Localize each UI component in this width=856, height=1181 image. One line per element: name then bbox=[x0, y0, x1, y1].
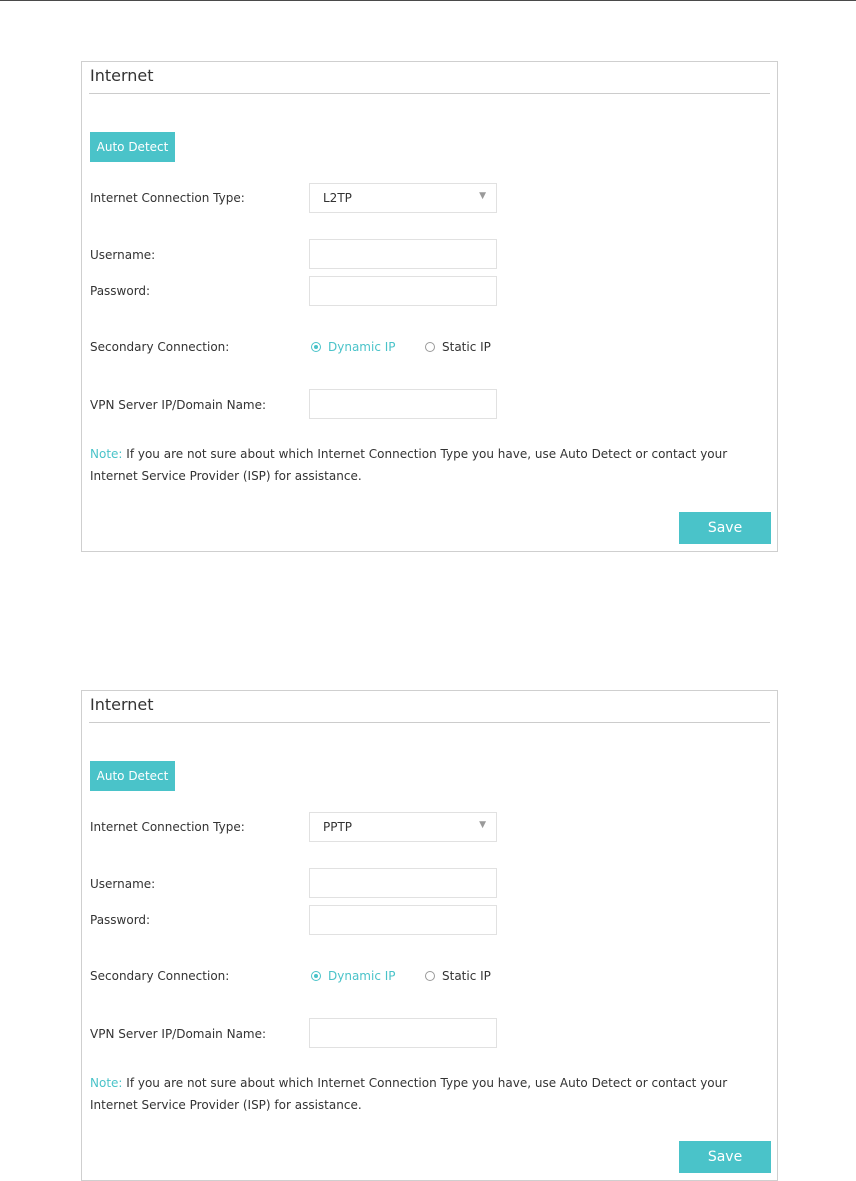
radio-dynamic-ip[interactable] bbox=[311, 969, 396, 983]
username-label: Username: bbox=[90, 248, 156, 262]
password-label: Password: bbox=[90, 284, 151, 298]
username-label: Username: bbox=[90, 877, 156, 891]
secondary-connection-label: Secondary Connection: bbox=[90, 340, 230, 354]
note-body: If you are not sure about which Internet Connection Type you have, use Auto Detect or contact your Internet Service Provider (ISP) for assistance. bbox=[90, 1076, 728, 1112]
save-button[interactable]: Save bbox=[679, 512, 771, 544]
connection-type-select[interactable] bbox=[309, 183, 497, 213]
password-label: Password: bbox=[90, 913, 151, 927]
note-text bbox=[90, 443, 765, 487]
radio-checked-icon bbox=[311, 971, 321, 981]
title-divider bbox=[89, 93, 770, 94]
radio-dynamic-ip-label: Dynamic IP bbox=[328, 969, 396, 983]
radio-unchecked-icon bbox=[425, 342, 435, 352]
note-text bbox=[90, 1072, 765, 1116]
internet-panel-pptp bbox=[81, 690, 778, 1181]
radio-static-ip-label: Static IP bbox=[442, 969, 491, 983]
radio-static-ip-label: Static IP bbox=[442, 340, 491, 354]
note-prefix: Note: bbox=[90, 1076, 123, 1090]
connection-type-value: PPTP bbox=[323, 820, 353, 834]
save-button[interactable]: Save bbox=[679, 1141, 771, 1173]
dropdown-arrow-icon: ▼ bbox=[479, 191, 486, 201]
radio-checked-icon bbox=[311, 342, 321, 352]
username-input[interactable] bbox=[309, 868, 497, 898]
dropdown-arrow-icon: ▼ bbox=[479, 820, 486, 830]
panel-title: Internet bbox=[90, 66, 154, 85]
vpn-server-input[interactable] bbox=[309, 389, 497, 419]
panel-title: Internet bbox=[90, 695, 154, 714]
vpn-server-label: VPN Server IP/Domain Name: bbox=[90, 398, 267, 412]
password-input[interactable] bbox=[309, 905, 497, 935]
connection-type-select[interactable] bbox=[309, 812, 497, 842]
radio-unchecked-icon bbox=[425, 971, 435, 981]
connection-type-label: Internet Connection Type: bbox=[90, 820, 245, 834]
secondary-connection-label: Secondary Connection: bbox=[90, 969, 230, 983]
username-input[interactable] bbox=[309, 239, 497, 269]
radio-static-ip[interactable] bbox=[425, 340, 491, 354]
radio-dynamic-ip[interactable] bbox=[311, 340, 396, 354]
note-prefix: Note: bbox=[90, 447, 123, 461]
connection-type-label: Internet Connection Type: bbox=[90, 191, 245, 205]
password-input[interactable] bbox=[309, 276, 497, 306]
internet-panel-l2tp bbox=[81, 61, 778, 552]
auto-detect-button[interactable]: Auto Detect bbox=[90, 132, 175, 162]
vpn-server-label: VPN Server IP/Domain Name: bbox=[90, 1027, 267, 1041]
auto-detect-button[interactable]: Auto Detect bbox=[90, 761, 175, 791]
radio-dynamic-ip-label: Dynamic IP bbox=[328, 340, 396, 354]
top-divider bbox=[0, 0, 856, 1]
title-divider bbox=[89, 722, 770, 723]
vpn-server-input[interactable] bbox=[309, 1018, 497, 1048]
note-body: If you are not sure about which Internet Connection Type you have, use Auto Detect or contact your Internet Service Provider (ISP) for assistance. bbox=[90, 447, 728, 483]
radio-static-ip[interactable] bbox=[425, 969, 491, 983]
connection-type-value: L2TP bbox=[323, 191, 352, 205]
